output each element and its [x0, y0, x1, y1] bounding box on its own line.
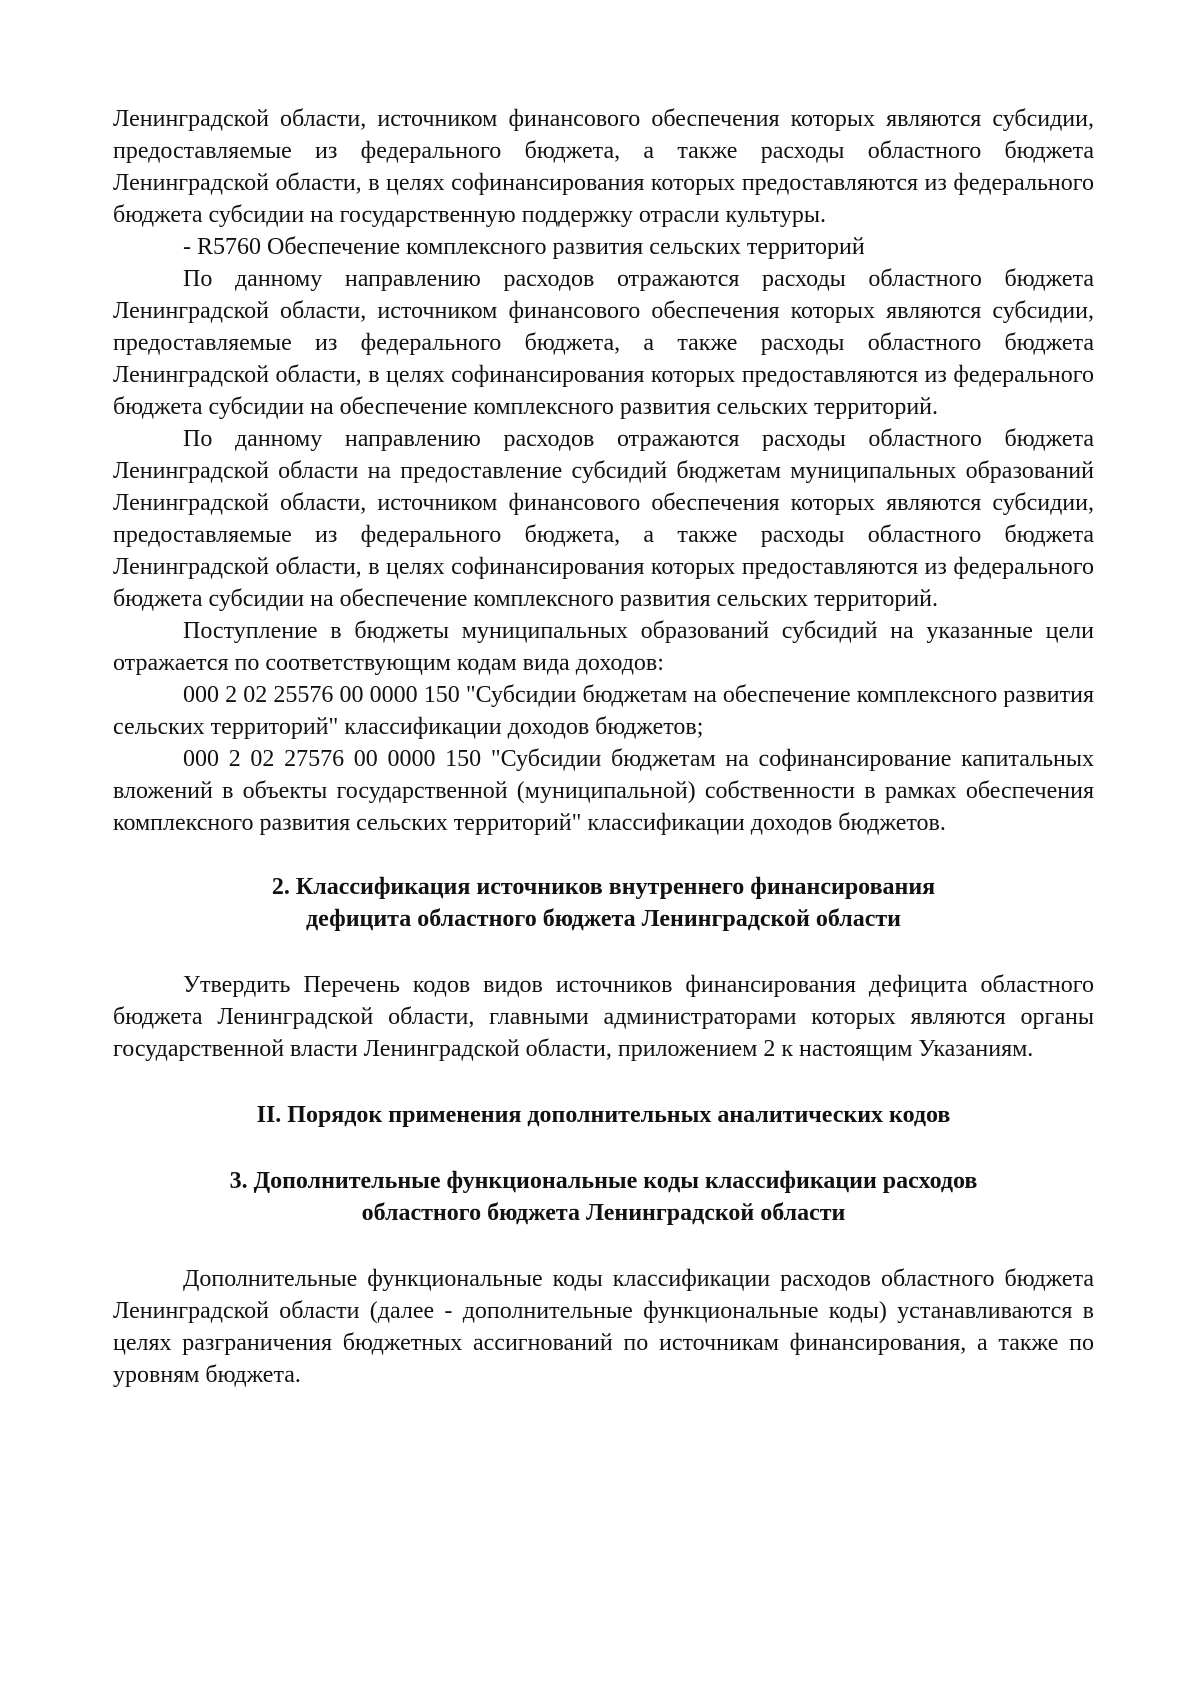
paragraph-approve-list: Утвердить Перечень кодов видов источников финансирования дефицита областного бюджета Ленинградской области, главными администраторами которых являются органы государственной власти Ленинградской области, приложением 2 к настоящим Указаниям. [113, 972, 1094, 1062]
paragraph-income-codes: Поступление в бюджеты муниципальных образований субсидий на указанные цели отражается по соответствующим кодам вида доходов: [113, 618, 1094, 676]
heading-section-3-line-1: 3. Дополнительные функциональные коды классификации расходов [229, 1168, 978, 1194]
heading-section-3-line-2: областного бюджета Ленинградской области [361, 1200, 846, 1226]
paragraph-r5760-description-1: По данному направлению расходов отражаются расходы областного бюджета Ленинградской области, источником финансового обеспечения которых являются субсидии, предоставляемые из федерального бюджета, а также расходы областного бюджета Ленинградской области, в целях софинансирования которых предоставляются из федерального бюджета субсидии на обеспечение комплексного развития сельских территорий. [113, 266, 1094, 420]
paragraph-r5760-description-2: По данному направлению расходов отражаются расходы областного бюджета Ленинградской области на предоставление субсидий бюджетам муниципальных образований Ленинградской области, источником финансового обеспечения которых являются субсидии, предоставляемые из федерального бюджета, а также расходы областного бюджета Ленинградской области, в целях софинансирования которых предоставляются из федерального бюджета субсидии на обеспечение комплексного развития сельских территорий. [113, 426, 1094, 612]
paragraph-r5760-title: - R5760 Обеспечение комплексного развития сельских территорий [183, 234, 865, 260]
spacer [113, 1229, 1094, 1263]
paragraph-code-25576: 000 2 02 25576 00 0000 150 "Субсидии бюджетам на обеспечение комплексного развития сельских территорий" классификации доходов бюджетов; [113, 682, 1094, 740]
document-page [113, 103, 1094, 1391]
paragraph-code-27576: 000 2 02 27576 00 0000 150 "Субсидии бюджетам на софинансирование капитальных вложений в объекты государственной (муниципальной) собственности в рамках обеспечения комплексного развития сельских территорий" классификации доходов бюджетов. [113, 746, 1094, 836]
heading-section-2-line-1: 2. Классификация источников внутреннего финансирования [271, 874, 936, 900]
paragraph-functional-codes: Дополнительные функциональные коды классификации расходов областного бюджета Ленинградской области (далее - дополнительные функциональные коды) устанавливаются в целях разграничения бюджетных ассигнований по источникам финансирования, а также по уровням бюджета. [113, 1266, 1094, 1388]
heading-part-2: II. Порядок применения дополнительных аналитических кодов [256, 1102, 951, 1128]
paragraph-continuation: Ленинградской области, источником финансового обеспечения которых являются субсидии, предоставляемые из федерального бюджета, а также расходы областного бюджета Ленинградской области, в целях софинансирования которых предоставляются из федерального бюджета субсидии на государственную поддержку отрасли культуры. [113, 106, 1094, 228]
spacer [113, 839, 1094, 871]
spacer [113, 1065, 1094, 1099]
heading-section-2-line-2: дефицита областного бюджета Ленинградской области [306, 906, 901, 932]
spacer [113, 935, 1094, 969]
spacer [113, 1131, 1094, 1165]
